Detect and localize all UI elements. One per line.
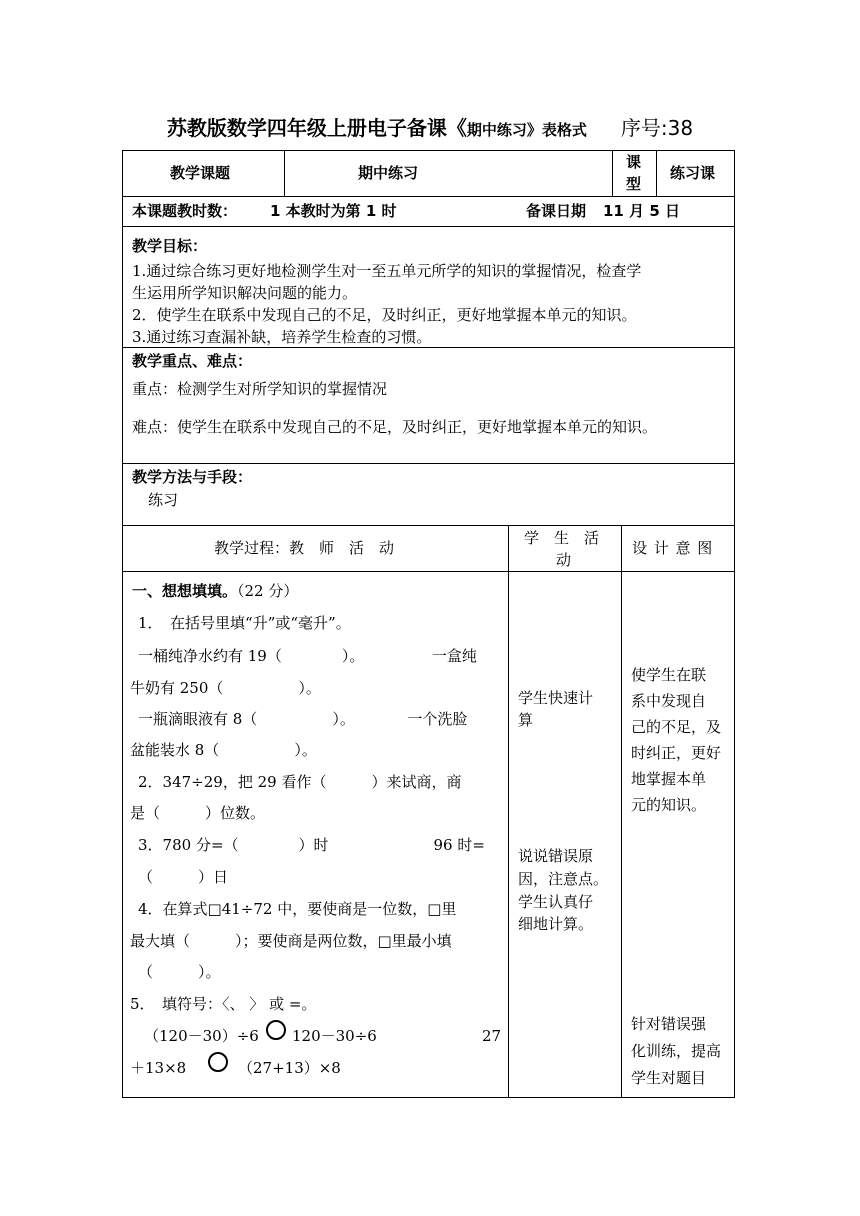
question-line: 3．780 分=（ ）时 96 时=: [138, 836, 485, 854]
type-value: 练习课: [670, 164, 716, 182]
col-divider: [656, 150, 657, 197]
objective-line: 1.通过综合练习更好地检测学生对一至五单元所学的知识的掌握情况，检查学: [132, 262, 642, 280]
hours-label: 本课题教时数：: [132, 202, 238, 220]
question-line: 4．在算式□41÷72 中，要使商是一位数，□里: [138, 900, 457, 918]
title-main: 苏教版数学四年级上册电子备课《: [166, 116, 467, 140]
student-activity-line: 细地计算。: [518, 915, 594, 933]
compare-left-2a: 27: [482, 1027, 502, 1045]
compare-right-1: 120－30÷6: [292, 1027, 377, 1045]
question-line: 1． 在括号里填“升”或“毫升”。: [138, 614, 351, 632]
question-line: 最大填（ ）；要使商是两位数，□里最小填: [130, 932, 452, 950]
table-border-bottom: [122, 1097, 735, 1098]
question-line: 牛奶有 250（ ）。: [130, 679, 321, 697]
design-intent-line: 学生对题目: [631, 1069, 707, 1087]
section-score: （22 分）: [237, 582, 299, 600]
student-activity-line: 算: [518, 711, 534, 729]
design-intent-line: 针对错误强: [631, 1015, 707, 1033]
student-activity-line: 说说错误原: [518, 847, 594, 865]
compare-circle: [266, 1020, 286, 1040]
compare-right-2: （27+13）×8: [238, 1059, 341, 1077]
student-activity-line: 学生快速计: [518, 689, 594, 707]
section-title: 一、想想填填。: [132, 582, 238, 600]
key-point: 重点：检测学生对所学知识的掌握情况: [132, 380, 388, 398]
page-title: [0, 113, 860, 143]
keypoints-heading: 教学重点、难点：: [132, 352, 253, 370]
col-divider: [621, 525, 622, 1098]
design-intent-line: 化训练，提高: [631, 1042, 722, 1060]
type-label-2: 型: [626, 175, 642, 193]
date-label: 备课日期: [526, 202, 587, 220]
hours-value: 1 本教时为第 1 时: [270, 202, 397, 220]
table-border-left: [122, 150, 123, 1098]
design-intent-line: 己的不足，及: [631, 718, 722, 736]
row-divider: [122, 196, 735, 197]
design-intent-line: 地掌握本单: [631, 770, 707, 788]
methods-value: 练习: [148, 491, 179, 509]
section-heading: [132, 580, 298, 602]
design-intent-line: 使学生在联: [631, 666, 707, 684]
col-divider: [284, 150, 285, 197]
topic-value: 期中练习: [358, 164, 419, 182]
topic-label: 教学课题: [170, 164, 231, 182]
student-activity-header-2: 动: [556, 551, 572, 569]
row-divider: [122, 226, 735, 227]
sequence-number: 序号:38: [620, 116, 694, 140]
design-intent-line: 元的知识。: [631, 796, 707, 814]
question-line: 5． 填符号：〈、 〉 或 =。: [130, 995, 317, 1013]
question-line: 一瓶滴眼液有 8（ ）。 一个洗脸: [138, 710, 468, 728]
objective-line: 3.通过练习查漏补缺，培养学生检查的习惯。: [132, 328, 432, 346]
col-divider: [508, 525, 509, 1098]
compare-left-1: （120－30）÷6: [144, 1027, 259, 1045]
question-line: 一桶纯净水约有 19（ ）。 一盒纯: [138, 647, 477, 665]
title-sub: 期中练习》表格式: [466, 121, 587, 139]
design-intent-line: 时纠正，更好: [631, 744, 722, 762]
objective-line: 生运用所学知识解决问题的能力。: [132, 284, 358, 302]
methods-heading: 教学方法与手段：: [132, 468, 253, 486]
question-line: 2．347÷29，把 29 看作（ ）来试商，商: [138, 773, 462, 791]
question-line: 是（ ）位数。: [130, 804, 266, 822]
question-line: （ ）。: [138, 963, 221, 981]
difficult-point: 难点：使学生在联系中发现自己的不足，及时纠正，更好地掌握本单元的知识。: [132, 418, 658, 436]
design-intent-line: 系中发现自: [631, 692, 707, 710]
row-divider: [122, 525, 735, 526]
teacher-activity-header: 教学过程：教 师 活 动: [214, 539, 395, 557]
date-value: 11 月 5 日: [603, 202, 680, 220]
objective-line: 2．使学生在联系中发现自己的不足，及时纠正，更好地掌握本单元的知识。: [132, 306, 637, 324]
student-activity-line: 学生认真仔: [518, 893, 594, 911]
compare-circle: [208, 1052, 228, 1072]
compare-left-2b: ＋13×8: [130, 1059, 187, 1077]
row-divider: [122, 463, 735, 464]
design-intent-header: 设 计 意 图: [632, 539, 714, 557]
col-divider: [612, 150, 613, 197]
table-border-right: [734, 150, 735, 1098]
type-label-1: 课: [626, 153, 642, 171]
student-activity-header-1: 学 生 活: [524, 529, 600, 547]
question-line: （ ）日: [138, 868, 229, 886]
student-activity-line: 因，注意点。: [518, 870, 609, 888]
objectives-heading: 教学目标：: [132, 237, 208, 255]
table-border-top: [122, 150, 735, 151]
row-divider: [122, 571, 735, 572]
question-line: 盆能装水 8（ ）。: [130, 741, 317, 759]
